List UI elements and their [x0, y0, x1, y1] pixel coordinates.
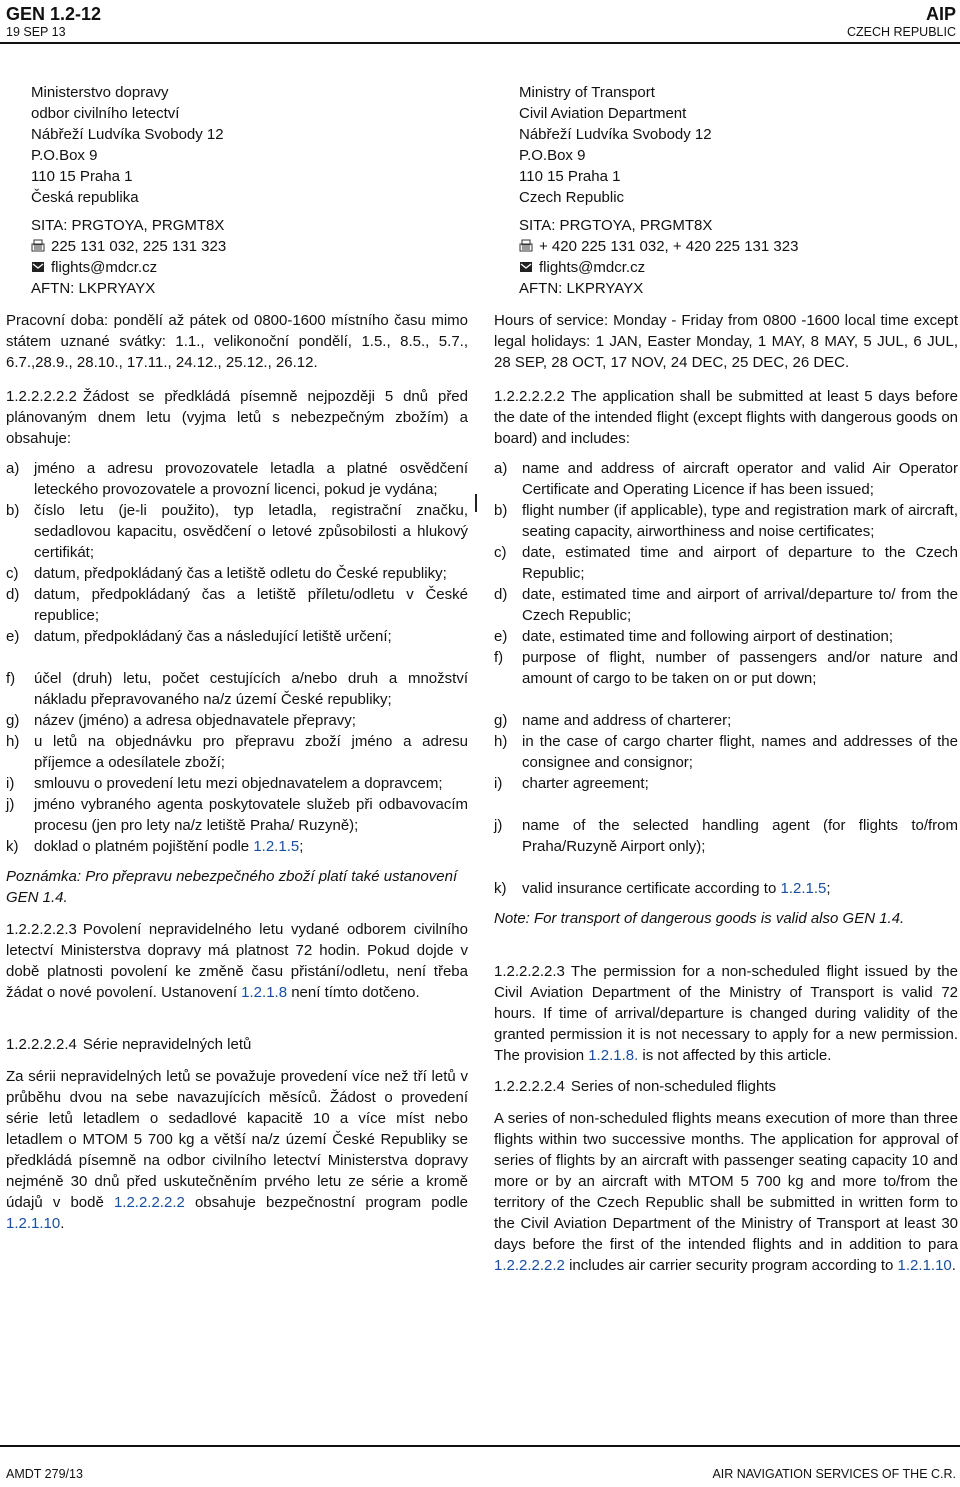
address-line: 110 15 Praha 1: [519, 168, 621, 185]
publisher-name: AIR NAVIGATION SERVICES OF THE C.R.: [712, 1467, 956, 1481]
ref-link[interactable]: 1.2.1.10: [6, 1215, 61, 1232]
list-item: e) date, estimated time and following airport of destination;: [494, 628, 894, 645]
list-item: a) name and address of aircraft operator and valid Air Operator Certificate and Operating Licence if has been issued;: [494, 460, 958, 498]
hours-paragraph: Pracovní doba: pondělí až pátek od 0800-1600 místního času mimo státem uznané svátky: 1.1., velikonoční pondělí, 1.5., 8.5., 5.7., 6.7.,28.9., 28.10., 17.11., 24.12., 25.12., 26.12.: [6, 312, 468, 371]
list-item: d) datum, předpokládaný čas a letiště příletu/odletu v České republice;: [6, 586, 468, 624]
list-item: i) charter agreement;: [494, 775, 649, 792]
ref-link[interactable]: 1.2.1.8.: [588, 1047, 639, 1064]
email-line: [519, 257, 958, 278]
aip-title: AIP: [925, 4, 956, 24]
email-line: [31, 257, 468, 278]
list-item: d) date, estimated time and airport of arrival/departure to/ from the Czech Republic;: [494, 586, 958, 624]
list-item: g) name and address of charterer;: [494, 712, 732, 729]
fax-phone-icon: [519, 239, 533, 253]
paragraph-1-2-2-2-2-3: 1.2.2.2.2.3 Povolení nepravidelného letu vydané odborem civilního letectví Ministerstva dopravy má platnost 72 hodin. Pokud dojde v době platnosti povolení ke změně času přistání/odletu, není třeba žádat o nové povolení. Ustanovení 1.2.1.8 není tímto dotčeno.: [6, 921, 468, 1001]
list-item: f) purpose of flight, number of passengers and/or nature and amount of cargo to be taken on or put down;: [494, 649, 958, 687]
page-code: GEN 1.2-12: [6, 4, 102, 24]
list-item: c) date, estimated time and airport of departure to the Czech Republic;: [494, 544, 958, 582]
hours-paragraph: Hours of service: Monday - Friday from 0800 -1600 local time except legal holidays: 1 JAN, Easter Monday, 1 MAY, 8 MAY, 5 JUL, 6 JUL, 28 SEP, 28 OCT, 17 NOV, 24 DEC, 25 DEC, 26 DEC.: [494, 312, 958, 371]
page-header-right: [847, 4, 956, 40]
english-column: [494, 82, 958, 1276]
country-name: CZECH REPUBLIC: [846, 25, 956, 39]
phone-line: [519, 236, 958, 257]
paragraph-text: Žádost se předkládá písemně nejpozději 5 dnů před plánovaným dnem letu (vyjma letů s nebezpečným zbožím) a obsahuje:: [6, 388, 468, 447]
note: Note: For transport of dangerous goods is valid also GEN 1.4.: [494, 910, 905, 927]
requirements-list: [494, 458, 958, 899]
list-item: g) název (jméno) a adresa objednavatele přepravy;: [6, 712, 356, 729]
list-item: a) jméno a adresu provozovatele letadla a platné osvědčení leteckého provozovatele a provozní licenci, pokud je vydána;: [6, 460, 468, 498]
aftn-line: AFTN: LKPRYAYX: [519, 280, 644, 297]
ref-link[interactable]: 1.2.2.2.2.2: [113, 1194, 185, 1211]
page-header-left: [6, 4, 101, 40]
list-item: j) name of the selected handling agent (for flights to/from Praha/Ruzyně Airport only);: [494, 817, 958, 855]
address-line: Czech Republic: [519, 189, 625, 206]
fax-phone-icon: [31, 239, 45, 253]
paragraph-1-2-2-2-2-4: 1.2.2.2.2.4 Série nepravidelných letů: [6, 1036, 252, 1053]
requirements-list: [6, 458, 468, 857]
envelope-icon: [519, 260, 533, 274]
paragraph-1-2-2-2-2-4: 1.2.2.2.2.4 Series of non-scheduled flights: [494, 1078, 777, 1095]
ref-link[interactable]: 1.2.1.8: [241, 984, 288, 1001]
sita-line: SITA: PRGTOYA, PRGMT8X: [31, 217, 225, 234]
paragraph-1-2-2-2-2-2: [494, 386, 958, 449]
email-address[interactable]: flights@mdcr.cz: [539, 259, 646, 276]
contact-block: [6, 82, 468, 299]
address-line: P.O.Box 9: [31, 147, 98, 164]
series-paragraph: A series of non-scheduled flights means execution of more than three flights within two successive months. The application for approval of series of flights by an aircraft with passenger seating capacity 10 and more or by an aircraft with MTOM 5 700 kg and more to/from the territory of the Czech Republic shall be submitted in written form to the Civil Aviation Department of the Ministry of Transport at least 30 days before the first of the intended flights and in addition to para 1.2.2.2.2.2 includes air carrier security program according to 1.2.1.10.: [494, 1110, 958, 1274]
paragraph-text: The application shall be submitted at least 5 days before the date of the intended flight (except flights with dangerous goods on board) and includes:: [494, 388, 958, 447]
address-line: Civil Aviation Department: [519, 105, 687, 122]
address-line: Ministry of Transport: [519, 84, 655, 101]
series-paragraph: Za sérii nepravidelných letů se považuje provedení více než tří letů v průběhu dvou na sebe navazujících měsíců. Žádost o provedení série letů letadlem o sedadlové kapacitě 10 a více míst nebo letadlem o MTOM 5 700 kg a větší na/z území České Republiky se předkládá písemně na odbor civilního letectví Ministerstva dopravy nejméně 30 dnů před uskutečněním prvého letu ze série a kromě údajů v bodě 1.2.2.2.2.2 obsahuje bezpečnostní program podle 1.2.1.10.: [6, 1068, 468, 1232]
ref-link[interactable]: 1.2.1.10: [897, 1257, 952, 1274]
list-item: f) účel (druh) letu, počet cestujících a/nebo druh a množství nákladu přepravovaného na/z území České republiky;: [6, 670, 468, 708]
address-line: Ministerstvo dopravy: [31, 84, 169, 101]
address-line: Nábřeží Ludvíka Svobody 12: [31, 126, 224, 143]
czech-column: [6, 82, 468, 1234]
list-item: h) u letů na objednávku pro přepravu zboží jméno a adresu příjemce a odesílatele zboží;: [6, 733, 468, 771]
header-divider: [0, 42, 960, 44]
paragraph-1-2-2-2-2-3: 1.2.2.2.2.3 The permission for a non-scheduled flight issued by the Civil Aviation Department of the Ministry of Transport is valid 72 hours. If time of arrival/departure is changed during validity of the granted permission it is not necessary to apply for a new permission. The provision 1.2.1.8. is not affected by this article.: [494, 963, 958, 1064]
address-line: 110 15 Praha 1: [31, 168, 133, 185]
address-line: Nábřeží Ludvíka Svobody 12: [519, 126, 712, 143]
envelope-icon: [31, 260, 45, 274]
address-line: Česká republika: [31, 189, 139, 206]
list-item: h) in the case of cargo charter flight, names and addresses of the consignee and consignor;: [494, 733, 958, 771]
list-item: i) smlouvu o provedení letu mezi objednavatelem a dopravcem;: [6, 775, 443, 792]
phone-numbers: 225 131 032, 225 131 323: [51, 238, 227, 255]
list-item: k) doklad o platném pojištění podle 1.2.1.5;: [6, 838, 304, 855]
list-item: b) číslo letu (je-li použito), typ letadla, registrační značku, sedadlovou kapacitu, osvědčení o letové způsobilosti a hlukový certifikát;: [6, 502, 468, 561]
ref-link[interactable]: 1.2.1.5: [253, 838, 300, 855]
aftn-line: AFTN: LKPRYAYX: [31, 280, 156, 297]
publication-date: 19 SEP 13: [6, 25, 66, 39]
sita-line: SITA: PRGTOYA, PRGMT8X: [519, 217, 713, 234]
amendment-number: AMDT 279/13: [6, 1467, 83, 1481]
address-line: odbor civilního letectví: [31, 105, 180, 122]
note: Poznámka: Pro přepravu nebezpečného zboží platí také ustanovení GEN 1.4.: [6, 868, 458, 906]
list-item: j) jméno vybraného agenta poskytovatele služeb při odbavovacím procesu (jen pro lety na/z letiště Praha/ Ruzyně);: [6, 796, 468, 834]
list-item: b) flight number (if applicable), type and registration mark of aircraft, seating capacity, airworthiness and noise certificates;: [494, 502, 958, 540]
list-item: e) datum, předpokládaný čas a následující letiště určení;: [6, 628, 392, 645]
paragraph-number: 1.2.2.2.2.2: [6, 388, 77, 405]
paragraph-1-2-2-2-2-2: [6, 386, 468, 449]
ref-link[interactable]: 1.2.2.2.2.2: [494, 1257, 565, 1274]
ref-link[interactable]: 1.2.1.5: [780, 880, 827, 897]
section-title: Série nepravidelných letů: [82, 1036, 252, 1053]
section-title: Series of non-scheduled flights: [570, 1078, 777, 1095]
footer-divider: [0, 1445, 960, 1447]
contact-block: [494, 82, 958, 299]
paragraph-number: 1.2.2.2.2.2: [494, 388, 565, 405]
phone-numbers: + 420 225 131 032, + 420 225 131 323: [539, 238, 799, 255]
list-item: k) valid insurance certificate according to 1.2.1.5;: [494, 880, 831, 897]
address-line: P.O.Box 9: [519, 147, 586, 164]
email-address[interactable]: flights@mdcr.cz: [51, 259, 158, 276]
phone-line: [31, 236, 468, 257]
change-bar: [475, 494, 477, 512]
list-item: c) datum, předpokládaný čas a letiště odletu do České republiky;: [6, 565, 447, 582]
